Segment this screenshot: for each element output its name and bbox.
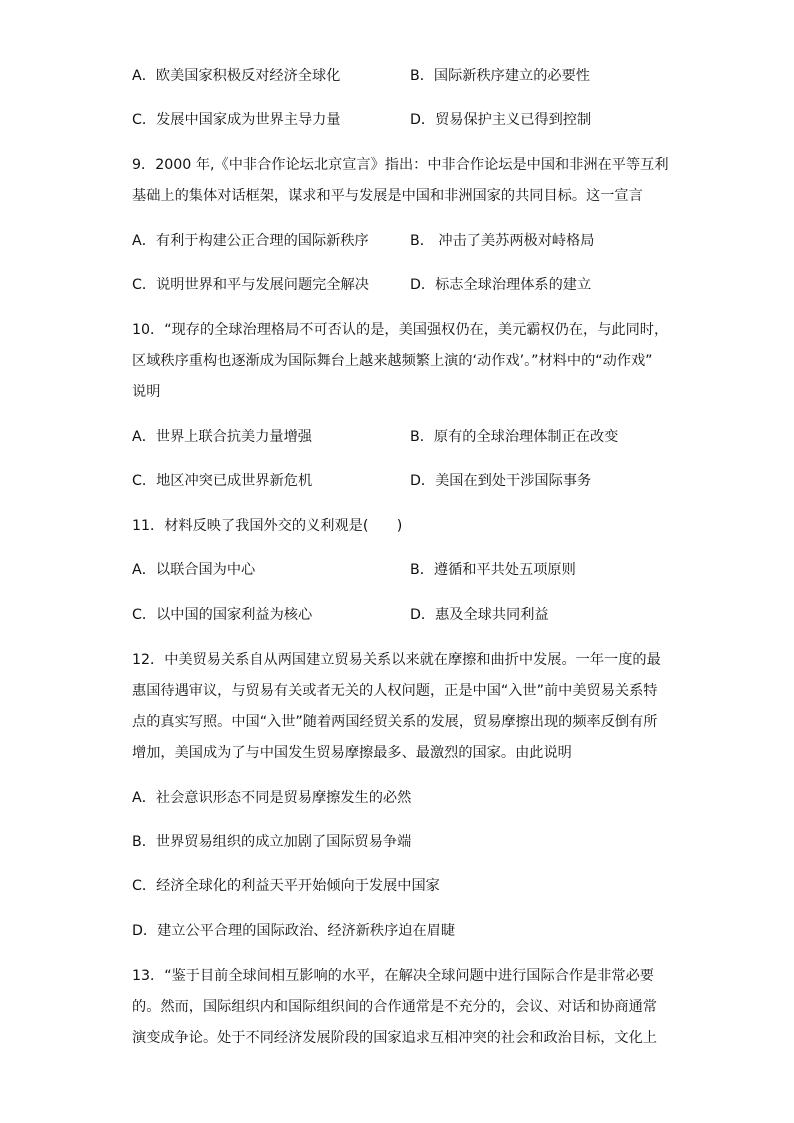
q10-stem-line: 区域秩序重构也逐渐成为国际舞台上越来越频繁上演的‘动作戏’。”材料中的“动作戏” [132,353,653,369]
q11-option-b: B．遵循和平共处五项原则 [410,562,576,578]
q12-option-d: D．建立公平合理的国际政治、经济新秩序迫在眉睫 [132,923,456,939]
q9-option-c: C．说明世界和平与发展问题完全解决 [132,277,369,293]
q12-stem-line: 增加，美国成为了与中国发生贸易摩擦最多、最激烈的国家。由此说明 [132,745,572,761]
q10-option-b: B．原有的全球治理体制正在改变 [410,429,619,445]
q11-option-d: D．惠及全球共同利益 [410,607,549,623]
q9-option-d: D．标志全球治理体系的建立 [410,277,592,293]
q12-option-c: C．经济全球化的利益天平开始倾向于发展中国家 [132,878,440,894]
q11-stem-line: 11．材料反映了我国外交的义利观是( ) [132,518,403,534]
q11-option-c: C．以中国的国家利益为核心 [132,607,313,623]
q8-option-a: A．欧美国家积极反对经济全球化 [132,68,341,84]
q13-stem-line: 演变成争论。处于不同经济发展阶段的国家追求互相冲突的社会和政治目标，文化上 [132,1030,657,1046]
q9-option-b: B． 冲击了美苏两极对峙格局 [410,233,595,249]
q10-option-a: A．世界上联合抗美力量增强 [132,429,312,445]
q12-option-b: B．世界贸易组织的成立加剧了国际贸易争端 [132,834,412,850]
q12-stem-line: 12．中美贸易关系自从两国建立贸易关系以来就在摩擦和曲折中发展。一年一度的最 [132,652,661,668]
q8-option-b: B．国际新秩序建立的必要性 [410,68,590,84]
q13-stem-line: 13．“鉴于目前全球间相互影响的水平，在解决全球问题中进行国际合作是非常必要 [132,968,654,984]
q12-stem-line: 惠国待遇审议，与贸易有关或者无关的人权问题，正是中国“入世”前中美贸易关系特 [132,683,658,699]
q11-option-a: A．以联合国为中心 [132,562,256,578]
q12-stem-line: 点的真实写照。中国“入世”随着两国经贸关系的发展，贸易摩擦出现的频率反倒有所 [132,714,658,730]
q8-option-d: D．贸易保护主义已得到控制 [410,112,592,128]
q10-stem-line: 说明 [132,384,161,400]
q9-stem-line: 基础上的集体对话框架，谋求和平与发展是中国和非洲国家的共同目标。这一宣言 [132,188,643,204]
q9-stem-line: 9．2000 年,《中非合作论坛北京宣言》指出：中非合作论坛是中国和非洲在平等互利 [132,157,669,173]
q10-option-c: C．地区冲突已成世界新危机 [132,473,313,489]
q9-option-a: A．有利于构建公正合理的国际新秩序 [132,233,369,249]
q10-stem-line: 10．“现存的全球治理格局不可否认的是，美国强权仍在，美元霸权仍在，与此同时， [132,322,669,338]
q10-option-d: D．美国在到处干涉国际事务 [410,473,592,489]
q8-option-c: C．发展中国家成为世界主导力量 [132,112,341,128]
q13-stem-line: 的。然而，国际组织内和国际组织间的合作通常是不充分的，会议、对话和协商通常 [132,999,657,1015]
q12-option-a: A．社会意识形态不同是贸易摩擦发生的必然 [132,790,412,806]
